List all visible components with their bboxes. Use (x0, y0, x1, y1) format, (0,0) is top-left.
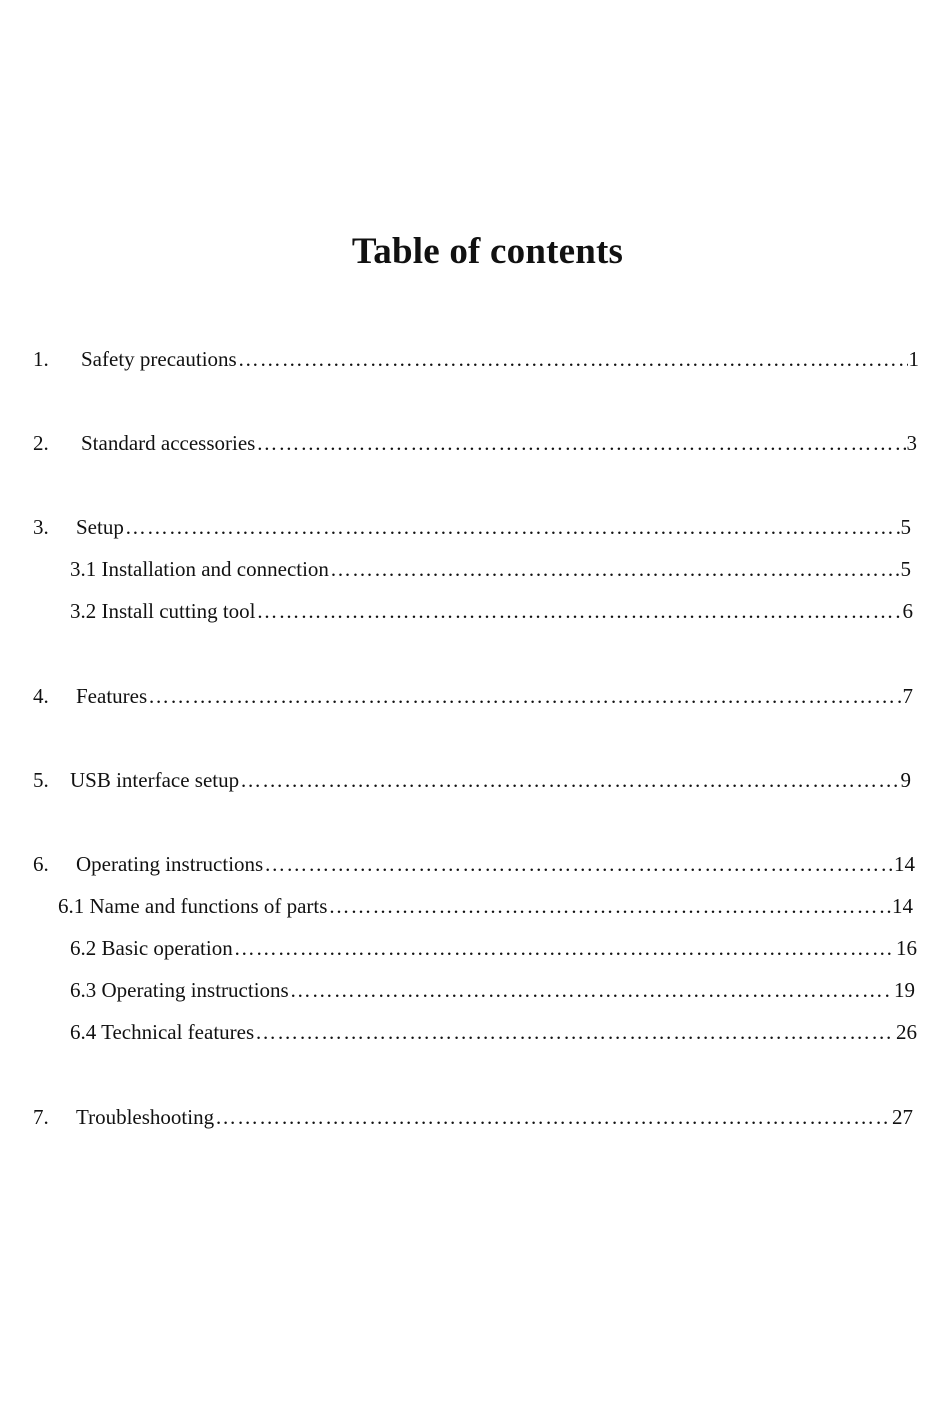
dot-leader (148, 681, 901, 711)
dot-leader (256, 596, 901, 626)
dot-leader (255, 1017, 895, 1047)
toc-entry-label: 3.1 Installation and connection (70, 557, 329, 581)
toc-entry-page: 5 (900, 515, 911, 539)
toc-entry-page: 7 (902, 684, 913, 708)
toc-entry (33, 849, 915, 879)
dot-leader (125, 512, 900, 542)
toc-entry-number: 4. (33, 684, 49, 708)
toc-subentry (58, 891, 913, 921)
toc-entry-label: Operating instructions (76, 852, 264, 876)
dot-leader (264, 849, 893, 879)
toc-entry-page: 14 (894, 852, 915, 876)
toc-subentry (70, 596, 913, 626)
toc-entry-page: 1 (908, 347, 919, 371)
dot-leader (328, 891, 891, 921)
toc-subentry (70, 933, 917, 963)
dot-leader (215, 1102, 891, 1132)
toc-entry-page: 16 (896, 936, 917, 960)
dot-leader (256, 428, 905, 458)
toc-entry (33, 512, 911, 542)
toc-entry (33, 428, 917, 458)
dot-leader (234, 933, 895, 963)
toc-entry-number: 5. (33, 768, 49, 792)
toc-entry-page: 3 (906, 431, 917, 455)
toc-entry-number: 7. (33, 1105, 49, 1129)
toc-entry (33, 344, 919, 374)
toc-entry-label: 6.2 Basic operation (70, 936, 233, 960)
dot-leader (290, 975, 893, 1005)
toc-entry-number: 1. (33, 347, 49, 371)
toc-entry-number: 3. (33, 515, 49, 539)
toc-subentry (70, 1017, 917, 1047)
toc-entry-label: Setup (76, 515, 124, 539)
dot-leader (238, 344, 908, 374)
toc-entry-label: Troubleshooting (76, 1105, 215, 1129)
toc-entry-label: 6.1 Name and functions of parts (58, 894, 328, 918)
toc-entry-label: Features (76, 684, 148, 708)
toc-entry-page: 26 (896, 1020, 917, 1044)
toc-entry-page: 19 (894, 978, 915, 1002)
toc-entry (33, 681, 913, 711)
toc-entry-page: 6 (902, 599, 913, 623)
toc-entry-number: 2. (33, 431, 49, 455)
toc-entry-label: Standard accessories (81, 431, 256, 455)
toc-entry (33, 1102, 913, 1132)
toc-entry-label: 6.4 Technical features (70, 1020, 255, 1044)
toc-subentry (70, 554, 911, 584)
page-title: Table of contents (351, 231, 624, 272)
toc-entry-label: USB interface setup (70, 768, 240, 792)
dot-leader (240, 765, 899, 795)
dot-leader (330, 554, 900, 584)
toc-entry-page: 27 (892, 1105, 913, 1129)
toc-entry-label: 3.2 Install cutting tool (70, 599, 256, 623)
toc-entry-page: 9 (900, 768, 911, 792)
toc-entry-page: 5 (900, 557, 911, 581)
toc-entry-page: 14 (892, 894, 913, 918)
toc-entry-label: Safety precautions (81, 347, 237, 371)
toc-subentry (70, 975, 915, 1005)
toc-entry (33, 765, 911, 795)
toc-entry-number: 6. (33, 852, 49, 876)
toc-entry-label: 6.3 Operating instructions (70, 978, 289, 1002)
